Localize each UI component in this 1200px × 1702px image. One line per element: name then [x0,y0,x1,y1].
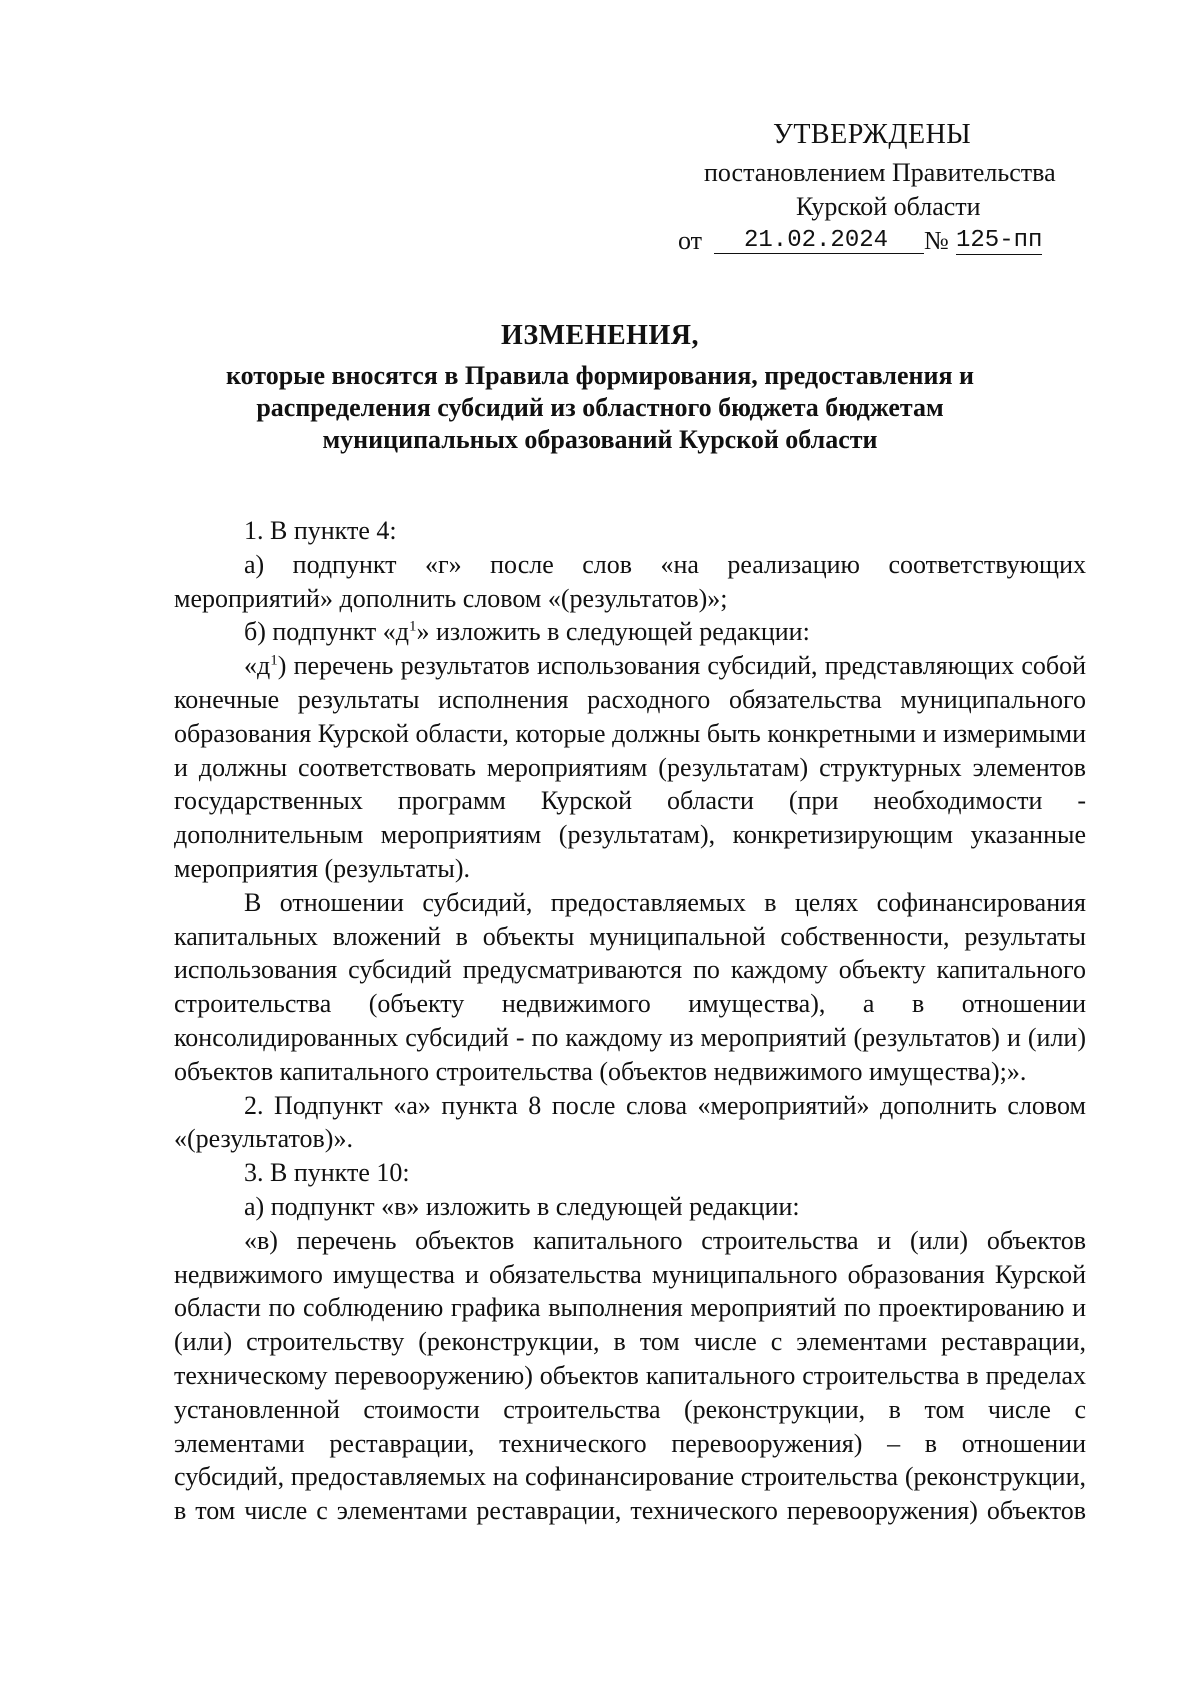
subtitle-line: муниципальных образований Курской области [322,425,878,454]
document-body [174,514,1086,1528]
document-subtitle [150,360,1050,456]
paragraph-subpoint-v-text: «в) перечень объектов капитального строительства и (или) объектов недвижимого имущества и обязательства муниципального образования Курской области по соблюдению графика выполнения мероприятий по проектированию и (или) строительству (реконструкции, в том числе с элементами реставрации, техническому перевооружению) объектов капитального строительства в пределах установленной стоимости строительства (реконструкции, в том числе с элементами реставрации, технического перевооружения) – в отношении субсидий, предоставляемых на софинансирование строительства (реконструкции, в том числе с элементами реставрации, технического перевооружения) объектов [174,1225,1086,1526]
paragraph-point-1: 1. В пункте 4: [244,516,397,545]
paragraph-subpoint-a-10: а) подпункт «в» изложить в следующей редакции: [244,1191,800,1221]
from-label: от [678,226,703,255]
paragraph-subpoint-a: а) подпункт «г» после слов «на реализацию соответствующих мероприятий» дополнить словом «(результатов)»; [174,549,1086,613]
subtitle-line: которые вносятся в Правила формирования, предоставления и [225,361,975,390]
subtitle-line: распределения субсидий из областного бюджета бюджетам [256,393,944,422]
paragraph-point-2: 2. Подпункт «а» пункта 8 после слова «мероприятий» дополнить словом «(результатов)». [174,1090,1086,1154]
paragraph-capital-investments: В отношении субсидий, предоставляемых в целях софинансирования капитальных вложений в объекты муниципальной собственности, результаты использования субсидий предусматриваются по каждому объекту капитального строительства (объекту недвижимого имущества), а в отношении консолидированных субсидий - по каждому из мероприятий (результатов) и (или) объектов капитального строительства (объектов недвижимого имущества);». [174,887,1086,1086]
text-fragment: «д [244,651,271,681]
approval-date: 21.02.2024 [714,224,924,254]
number-label: № [924,226,949,255]
approval-line-region: Курской области [796,192,981,221]
superscript: 1 [270,652,278,669]
approval-line-government: постановлением Правительства [704,158,1056,187]
paragraph-d1-text [174,649,1086,886]
approval-title: УТВЕРЖДЕНЫ [773,119,972,150]
document-heading [150,318,1050,456]
paragraph-subpoint-b [174,615,1086,649]
text-fragment: б) подпункт «д [244,617,409,647]
paragraph-point-3: 3. В пункте 10: [244,1158,410,1188]
approval-number: 125-пп [956,224,1042,255]
superscript: 1 [409,618,417,635]
text-fragment: ) перечень результатов использования субсидий, представляющих собой конечные результаты исполнения расходного обязательства муниципального образования Курской области, которые должны быть конкретными и измеримыми и должны соответствовать мероприятиям (результатам) структурных элементов государственных программ Курской области (при необходимости - дополнительным мероприятиям (результатам), конкретизирующим указанные мероприятия (результаты). [174,651,1086,883]
text-fragment: » изложить в следующей редакции: [416,617,810,647]
document-title: ИЗМЕНЕНИЯ, [501,320,699,351]
